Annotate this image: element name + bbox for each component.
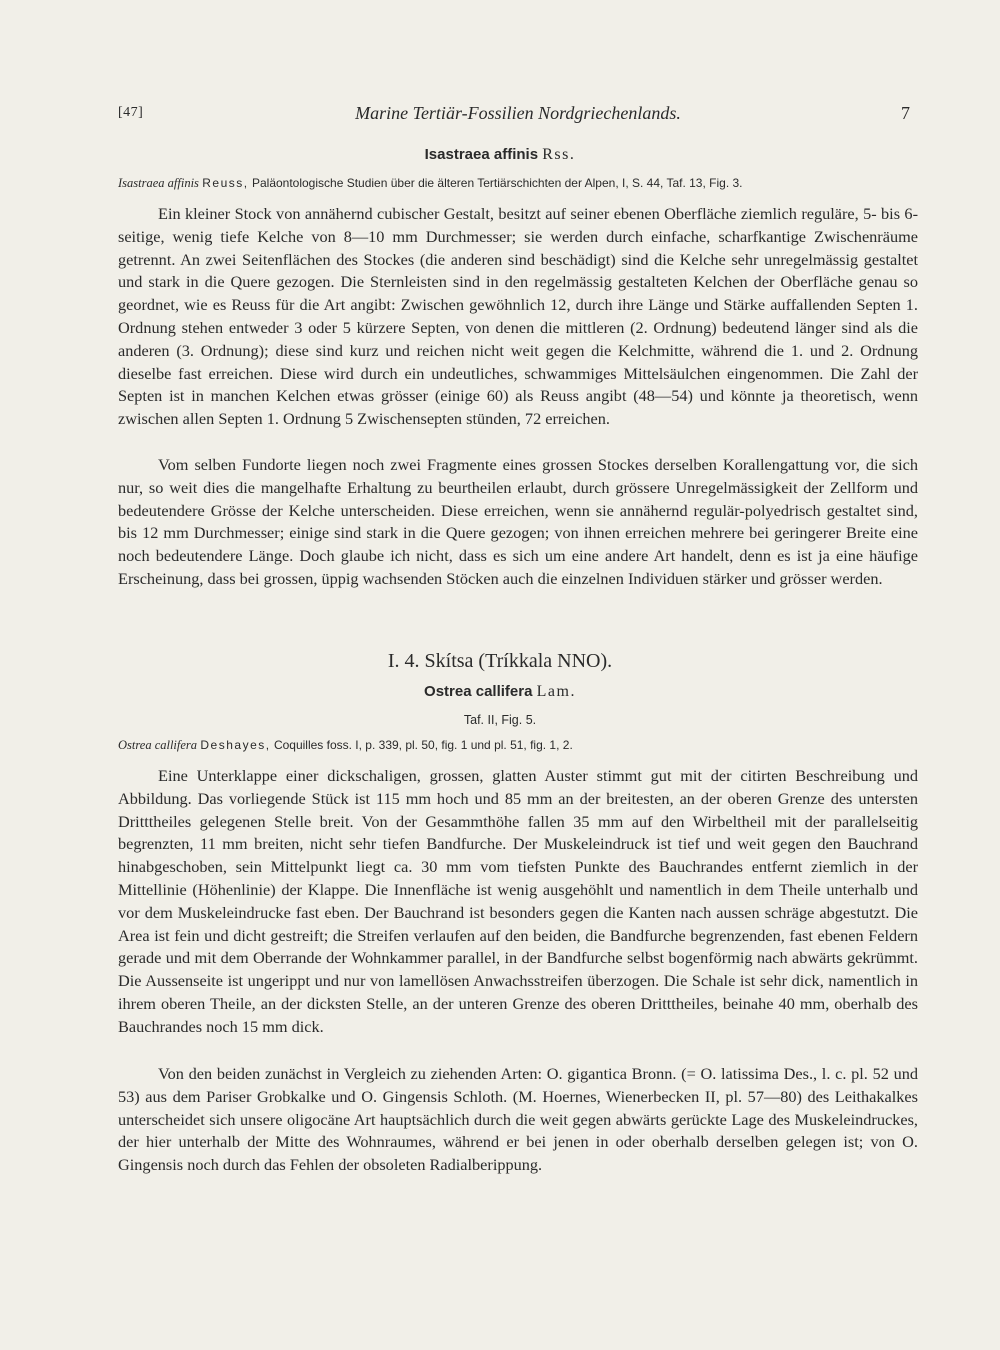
species-heading-isastraea [0,146,1000,164]
reference-author: Deshayes, [200,738,271,752]
species-author: Lam. [536,683,576,700]
paragraph: Von den beiden zunächst in Vergleich zu ziehenden Arten: O. gigantica Bronn. (= O. latissima Des., l. c. pl. 52 und 53) aus dem Pariser Grobkalke und O. Gingensis Schloth. (M. Hoernes, Wienerbecken II, pl. 57—80) des Leithakalkes unterscheidet sich unsere oligocäne Art hauptsächlich durch die weit gegen abwärts gerückte Lage des Muskeleindruckes, der hier unterhalb der Mitte des Wohnraumes, während er bei jenen in oder oberhalb derselben gelegen ist; von O. Gingensis noch durch das Fehlen der obsoleten Radialberippung. [118,1064,918,1175]
plate-reference: Taf. II, Fig. 5. [463,713,537,727]
page-number: 7 [901,103,910,123]
reference-taxon: Isastraea affinis [118,176,199,190]
species-name: Ostrea callifera [424,683,533,700]
paragraph: Eine Unterklappe einer dickschaligen, grossen, glatten Auster stimmt gut mit der citirten Beschreibung und Abbildung. Das vorliegende Stück ist 115 mm hoch und 85 mm an der breitesten, an der oberen Grenze des untersten Dritttheiles gelegenen Stelle breit. Von der Gesammthöhe fallen 35 mm auf den Wirbeltheil mit der parallelseitig begrenzten, 11 mm breiten, nicht sehr tiefen Bandfurche. Der Muskeleindruck ist tief und weit gegen den Bauchrand hinabgeschoben, sein Mittelpunkt liegt ca. 30 mm vom tiefsten Punkte des Bauchrandes entfernt ziemlich in der Mittellinie (Höhenlinie) der Klappe. Die Innenfläche ist wenig ausgehöhlt und namentlich in dem Theile unterhalb und vor dem Muskeleindrucke fast eben. Der Bauchrand ist besonders gegen die Kanten nach aussen schräge abgestutzt. Die Area ist fein und dicht gestreift; die Streifen verlaufen auf den beiden, die Bandfurche begrenzenden, fast ebenen Feldern gerade und mit dem Oberrande der Wohnkammer parallel, in der Bandfurche selbst bogenförmig nach abwärts gekrümmt. Die Aussenseite ist ungerippt und nur von lamellösen Anwachsstreifen überzogen. Die Schale ist sehr dick, namentlich in ihrem oberen Theile, an der dicksten Stelle, an der unteren Grenze des oberen Dritttheiles, beinahe 40 mm, oberhalb des Bauchrandes noch 15 mm dick. [118,766,918,1036]
paragraph: Vom selben Fundorte liegen noch zwei Fragmente eines grossen Stockes derselben Korallengattung vor, die sich nur, so weit dies die mangelhafte Erhaltung zu beurtheilen erlaubt, durch grössere Unregelmässigkeit der Zellform und bedeutendere Grösse der Kelche unterscheiden. Diese erreichen, wenn sie annähernd regulär-polyedrisch gestaltet sind, bis 12 mm Durchmesser; einige sind stark in die Quere gezogen; von ihnen erreichen mehrere bei geringerer Breite eine noch bedeutendere Länge. Doch glaube ich nicht, dass es sich um eine andere Art handelt, denn es ist ja eine häufige Erscheinung, dass bei grossen, üppig wachsenden Stöcken auch die einzelnen Individuen stärker und grösser werden. [118,455,918,588]
reference-taxon: Ostrea callifera [118,738,198,752]
species-name: Isastraea affinis [424,146,539,163]
running-title: Marine Tertiär-Fossilien Nordgriechenlands. [355,103,681,123]
reference-author: Reuss, [202,176,249,190]
paragraph: Ein kleiner Stock von annähernd cubischer Gestalt, besitzt auf seiner ebenen Oberfläche ziemlich reguläre, 5- bis 6-seitige, wenig tiefe Kelche von 8—10 mm Durchmesser; sie werden durch einfache, scharfkantige Zwischenräume getrennt. An zwei Seitenflächen des Stockes (die anderen sind beschädigt) sind die Kelche sehr unregelmässig gestaltet und stark in die Quere gezogen. Die Sternleisten sind in den regelmässig gestalteten Kelchen der Oberfläche genau so geordnet, wie es Reuss für die Art angibt: Zwischen gewöhnlich 12, durch ihre Länge und Stärke auffallenden Septen 1. Ordnung stehen entweder 3 oder 5 kürzere Septen, von denen die mittleren (2. Ordnung) bedeutend länger sind als die anderen (3. Ordnung); diese sind kurz und reichen nicht weit gegen die Kelchmitte, während die 1. und 2. Ordnung dieselbe fast erreichen. Diese wird durch ein undeutliches, schwammiges Mittelsäulchen eingenommen. Die Zahl der Septen ist in manchen Kelchen etwas grösser (einige 60) als Reuss angibt (48—54) und könnte ja theoretisch, wenn zwischen allen Septen 1. Ordnung 5 Zwischensepten stünden, 72 erreichen. [118,204,918,429]
species-heading-ostrea [0,683,1000,701]
synonymy-reference [118,176,908,191]
locality-heading: I. 4. Skítsa (Tríkkala NNO). [387,650,613,672]
reference-text: Coquilles foss. I, p. 339, pl. 50, fig. 1 und pl. 51, fig. 1, 2. [273,738,573,752]
running-header [118,103,918,127]
species-author: Rss. [542,146,576,163]
page-ref: [47] [118,105,144,120]
reference-text: Paläontologische Studien über die älteren Tertiärschichten der Alpen, I, S. 44, Taf. 13, Fig. 3. [251,176,743,190]
synonymy-reference [118,738,908,753]
